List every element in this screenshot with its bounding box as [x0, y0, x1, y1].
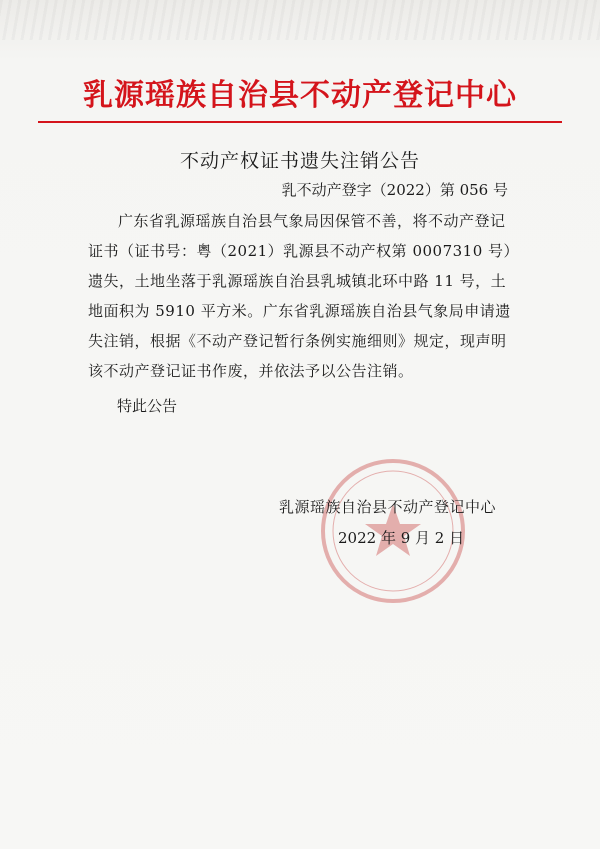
- letterhead-red-rule: [38, 121, 562, 123]
- scan-edge-artifact: [0, 0, 600, 40]
- notice-paragraph: 广东省乳源瑶族自治县气象局因保管不善，将不动产登记证书（证书号：粤（2021）乳源县不动产权第 0007310 号）遗失，土地坐落于乳源瑶族自治县乳城镇北环中路 11 号，土地面积为 5910 平方米。广东省乳源瑶族自治县气象局申请遗失注销，根据《不动产登记暂行条例实施细则》规定，现声明该不动产登记证书作废，并依法予以公告注销。: [88, 212, 512, 380]
- letterhead-title: 乳源瑶族自治县不动产登记中心: [83, 78, 517, 113]
- notice-body: [88, 206, 518, 386]
- signing-date: 2022 年 9 月 2 日: [338, 529, 465, 547]
- notice-title: 不动产权证书遗失注销公告: [179, 150, 420, 172]
- closing-phrase: 特此公告: [117, 397, 178, 415]
- document-number: 乳不动产登字（2022）第 056 号: [281, 181, 508, 199]
- signing-organization: 乳源瑶族自治县不动产登记中心: [279, 498, 497, 516]
